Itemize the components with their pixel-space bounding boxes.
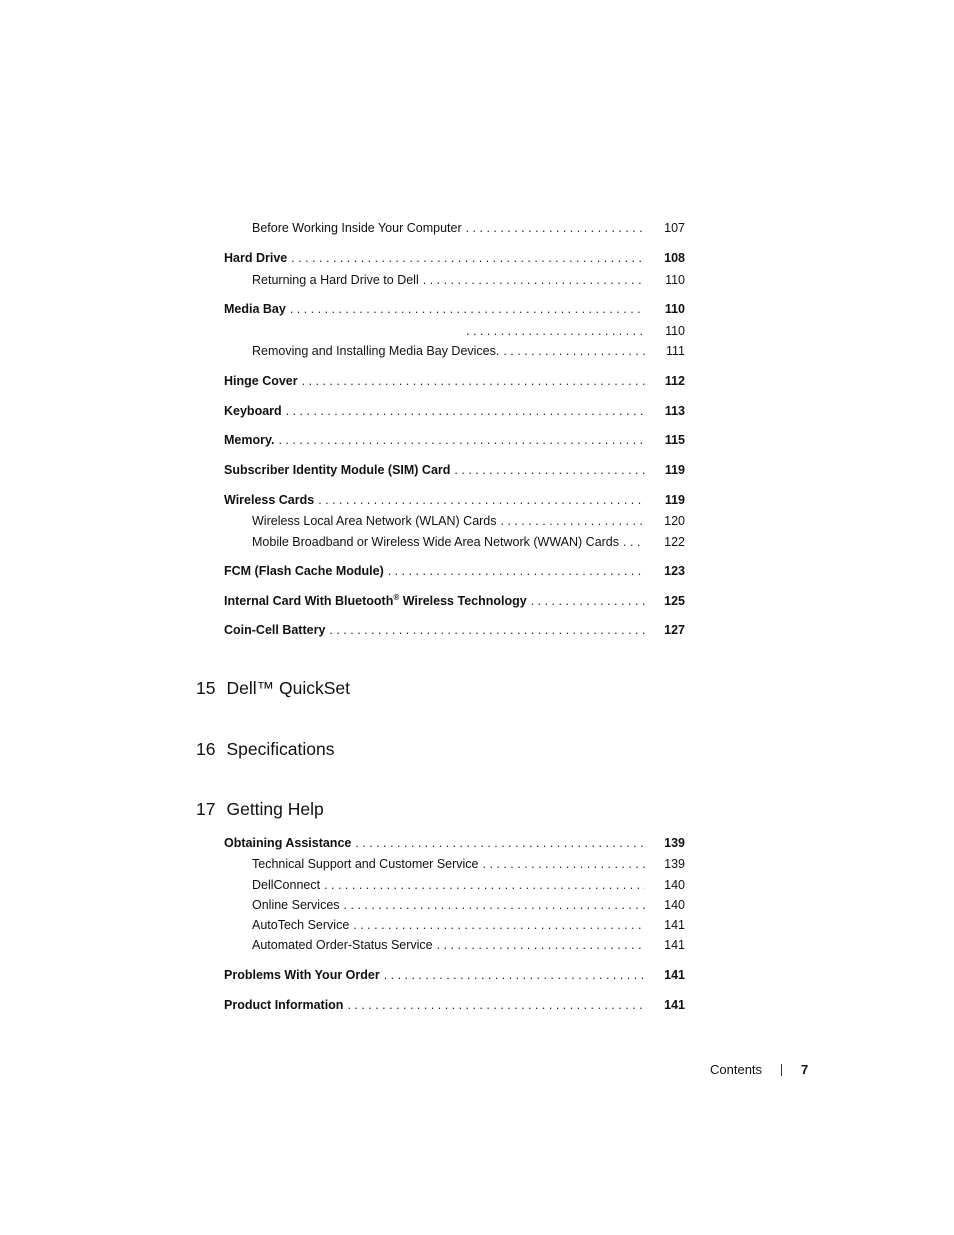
toc-entry-title: Coin-Cell Battery — [224, 623, 326, 637]
toc-entry-page: 140 — [664, 878, 685, 892]
toc-leader-dots — [384, 966, 645, 984]
toc-entry-fcm[interactable] — [224, 562, 685, 580]
chapter-heading-17[interactable] — [196, 797, 324, 821]
toc-entry-title: Before Working Inside Your Computer — [252, 221, 462, 235]
toc-entry-page: 125 — [664, 594, 685, 608]
chapter-heading-16[interactable] — [196, 737, 334, 761]
toc-leader-dots — [466, 322, 645, 340]
toc-entry-online-services[interactable] — [252, 896, 685, 914]
toc-entry-title: Wireless Local Area Network (WLAN) Cards — [252, 514, 497, 528]
toc-entry-memory[interactable] — [224, 431, 685, 449]
toc-leader-dots — [437, 936, 645, 954]
toc-entry-hinge-cover[interactable] — [224, 372, 685, 390]
toc-entry-title: DellConnect — [252, 878, 321, 892]
footer-separator — [781, 1064, 782, 1076]
toc-leader-dots — [531, 592, 645, 610]
registered-mark: ® — [393, 592, 400, 602]
toc-entry-page: 141 — [664, 968, 685, 982]
footer-section-label: Contents — [710, 1062, 763, 1077]
toc-leader-dots — [388, 562, 645, 580]
toc-entry-page: 110 — [665, 273, 685, 287]
toc-leader-dots — [353, 916, 645, 934]
toc-entry-returning-hard-drive[interactable] — [252, 271, 685, 289]
toc-entry-untitled[interactable] — [252, 322, 685, 340]
toc-entry-title: Keyboard — [224, 404, 282, 418]
toc-entry-title: Mobile Broadband or Wireless Wide Area Network (WWAN) Cards — [252, 535, 620, 549]
toc-entry-page: 111 — [665, 344, 685, 358]
toc-entry-page: 119 — [664, 463, 685, 477]
toc-entry-title: AutoTech Service — [252, 918, 350, 932]
toc-entry-page: 120 — [664, 514, 685, 528]
toc-entry-problems-with-order[interactable] — [224, 966, 685, 984]
toc-entry-title-post: Wireless Technology — [399, 594, 527, 608]
toc-entry-product-information[interactable] — [224, 996, 685, 1014]
toc-entry-page: 123 — [664, 564, 685, 578]
toc-leader-dots — [344, 896, 645, 914]
toc-entry-title: Problems With Your Order — [224, 968, 380, 982]
toc-entry-wwan-cards[interactable] — [252, 533, 685, 551]
toc-leader-dots — [290, 300, 645, 318]
page-footer — [710, 1061, 810, 1079]
toc-entry-hard-drive[interactable] — [224, 249, 685, 267]
toc-entry-keyboard[interactable] — [224, 402, 685, 420]
toc-entry-page: 107 — [664, 221, 685, 235]
chapter-title: Dell™ QuickSet — [226, 678, 350, 698]
chapter-title: Specifications — [226, 739, 335, 759]
toc-entry-title: Technical Support and Customer Service — [252, 857, 479, 871]
toc-leader-dots — [318, 491, 645, 509]
toc-entry-media-bay-devices[interactable] — [252, 342, 685, 360]
toc-entry-title: Media Bay — [224, 302, 286, 316]
toc-entry-title: Obtaining Assistance — [224, 836, 352, 850]
toc-entry-bluetooth-card[interactable] — [224, 592, 685, 610]
toc-entry-title: Product Information — [224, 998, 344, 1012]
toc-entry-wlan-cards[interactable] — [252, 512, 685, 530]
toc-entry-technical-support[interactable] — [252, 855, 685, 873]
toc-leader-dots — [423, 271, 645, 289]
toc-entry-page: 115 — [664, 433, 685, 447]
toc-entry-page: 127 — [664, 623, 685, 637]
toc-entry-title-pre: Internal Card With Bluetooth — [224, 594, 394, 608]
toc-entry-title: Automated Order-Status Service — [252, 938, 433, 952]
toc-leader-dots — [355, 834, 645, 852]
toc-leader-dots — [278, 431, 645, 449]
toc-leader-dots — [329, 621, 645, 639]
chapter-number: 15 — [196, 678, 216, 698]
toc-entry-media-bay[interactable] — [224, 300, 685, 318]
toc-entry-page: 112 — [664, 374, 685, 388]
toc-entry-title: Removing and Installing Media Bay Devices. — [252, 344, 500, 358]
toc-entry-page: 141 — [664, 938, 685, 952]
chapter-heading-15[interactable] — [196, 676, 350, 700]
toc-entry-title: Memory. — [224, 433, 275, 447]
toc-leader-dots — [302, 372, 645, 390]
toc-entry-page: 122 — [664, 535, 685, 549]
toc-entry-page: 139 — [664, 857, 685, 871]
toc-entry-title: Returning a Hard Drive to Dell — [252, 273, 419, 287]
toc-leader-dots — [503, 342, 645, 360]
toc-leader-dots — [286, 402, 645, 420]
toc-leader-dots — [347, 996, 645, 1014]
toc-entry-page: 141 — [664, 998, 685, 1012]
chapter-number: 17 — [196, 799, 216, 819]
toc-entry-coin-cell-battery[interactable] — [224, 621, 685, 639]
toc-entry-title: Hard Drive — [224, 251, 288, 265]
toc-leader-dots — [454, 461, 645, 479]
toc-entry-autotech-service[interactable] — [252, 916, 685, 934]
footer-page-number: 7 — [801, 1062, 809, 1077]
toc-entry-page: 119 — [664, 493, 685, 507]
chapter-number: 16 — [196, 739, 216, 759]
toc-entry-title — [224, 592, 531, 610]
toc-entry-page: 108 — [664, 251, 685, 265]
toc-entry-before-working[interactable] — [252, 219, 685, 237]
toc-leader-dots — [466, 219, 645, 237]
toc-entry-title: FCM (Flash Cache Module) — [224, 564, 384, 578]
toc-entry-title: Subscriber Identity Module (SIM) Card — [224, 463, 451, 477]
toc-entry-page: 139 — [664, 836, 685, 850]
toc-entry-page: 140 — [664, 898, 685, 912]
chapter-title: Getting Help — [226, 799, 324, 819]
toc-leader-dots — [291, 249, 645, 267]
toc-entry-sim-card[interactable] — [224, 461, 685, 479]
toc-leader-dots — [623, 533, 645, 551]
toc-entry-page: 110 — [665, 324, 685, 338]
toc-entry-title: Online Services — [252, 898, 340, 912]
toc-entry-title: Wireless Cards — [224, 493, 315, 507]
toc-entry-page: 141 — [664, 918, 685, 932]
toc-leader-dots — [483, 855, 645, 873]
toc-entry-obtaining-assistance[interactable] — [224, 834, 685, 852]
toc-leader-dots — [501, 512, 645, 530]
toc-leader-dots — [324, 876, 645, 894]
toc-entry-dellconnect[interactable] — [252, 876, 685, 894]
toc-entry-title: Hinge Cover — [224, 374, 298, 388]
toc-entry-order-status-service[interactable] — [252, 936, 685, 954]
toc-entry-wireless-cards[interactable] — [224, 491, 685, 509]
toc-entry-page: 113 — [664, 404, 685, 418]
toc-entry-page: 110 — [664, 302, 685, 316]
